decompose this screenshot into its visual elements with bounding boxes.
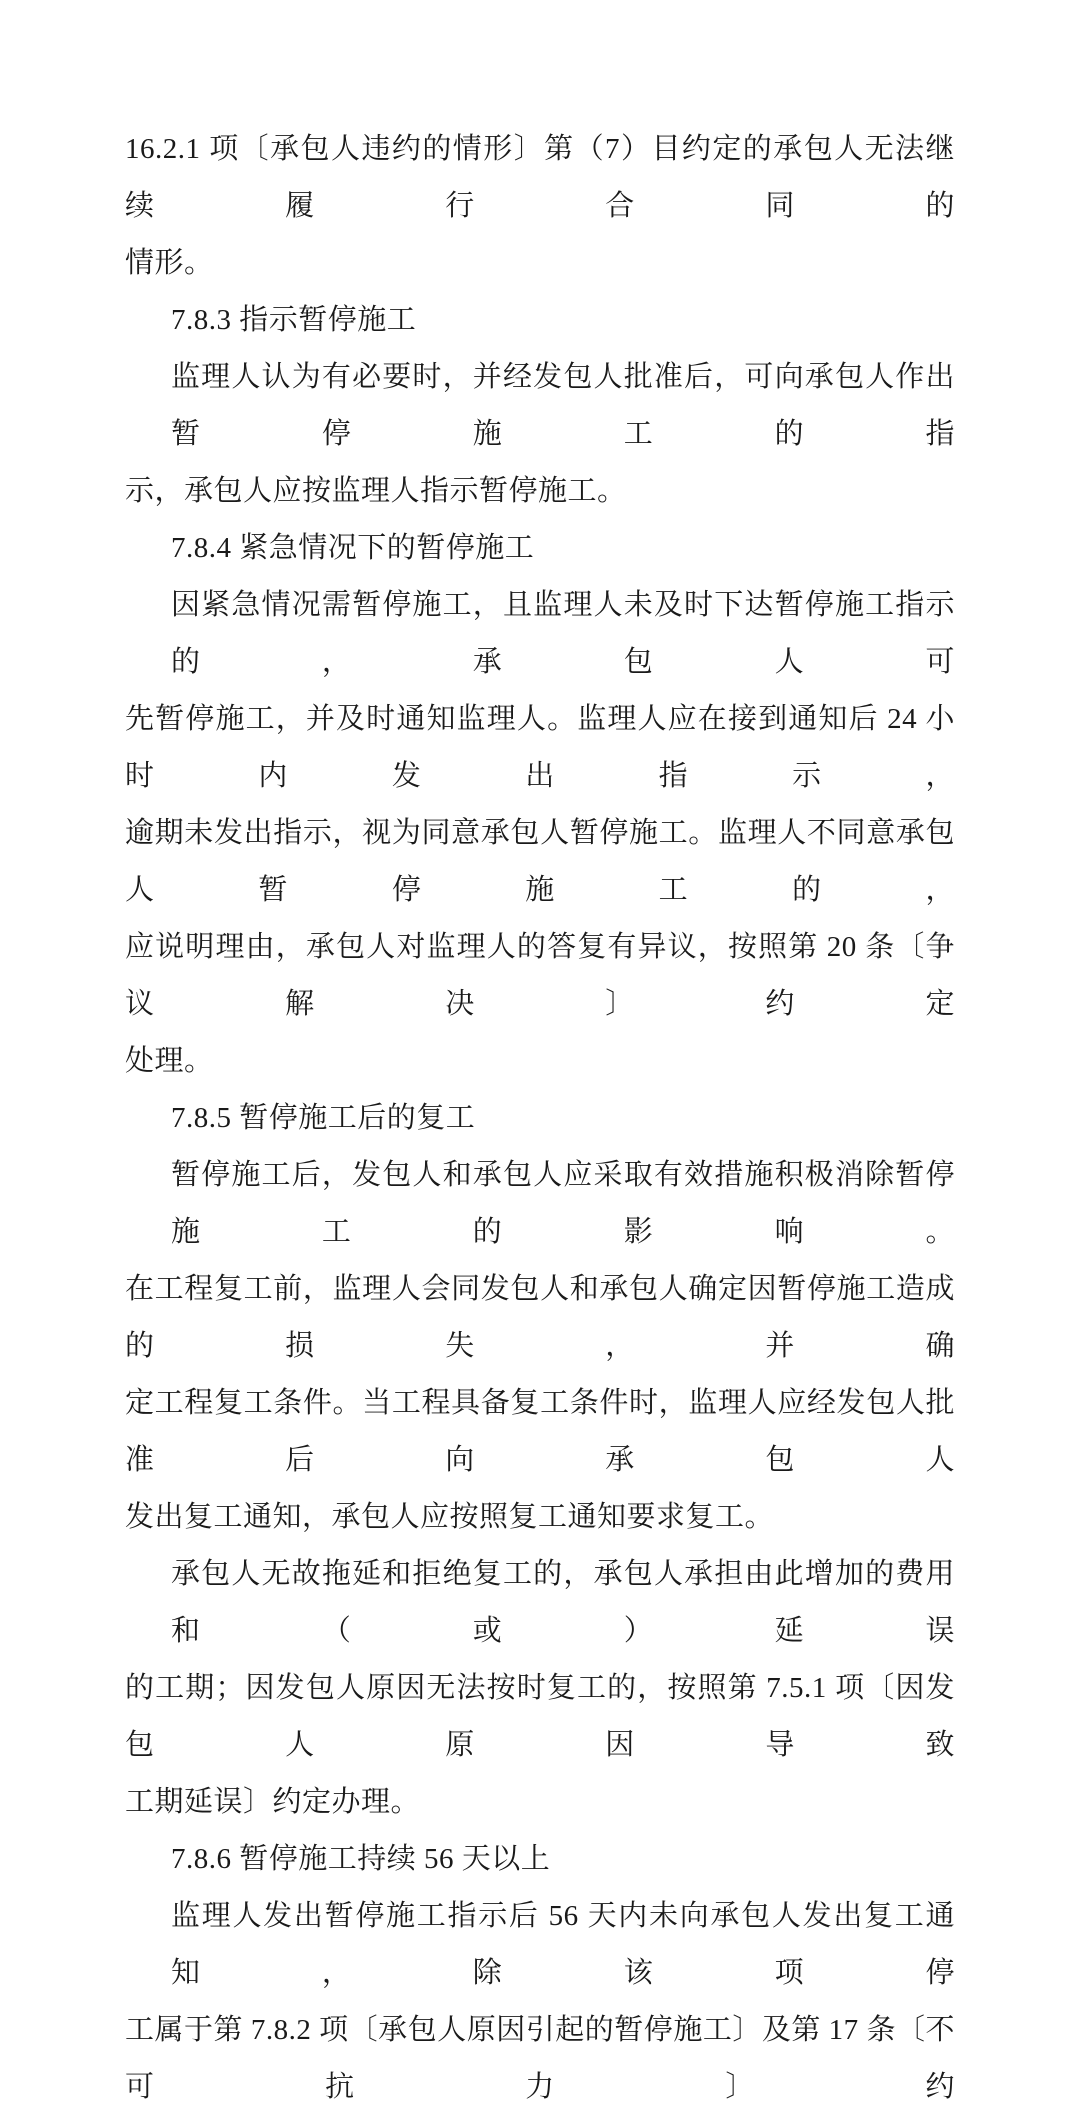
document-text	[125, 121, 955, 2116]
section-heading-783: 7.8.3 指示暂停施工	[171, 304, 417, 336]
text-line: 情形。	[125, 247, 214, 279]
text-line: 工期延误〕约定办理。	[125, 1786, 421, 1818]
text-line: 的工期；因发包人原因无法按时复工的，按照第 7.5.1 项〔因发包人原因导致	[125, 1672, 955, 1761]
section-heading-785: 7.8.5 暂停施工后的复工	[171, 1102, 476, 1134]
text-line: 定工程复工条件。当工程具备复工条件时，监理人应经发包人批准后向承包人	[125, 1387, 955, 1476]
section-heading-786: 7.8.6 暂停施工持续 56 天以上	[171, 1843, 551, 1875]
section-heading-784: 7.8.4 紧急情况下的暂停施工	[171, 532, 535, 564]
text-line: 监理人发出暂停施工指示后 56 天内未向承包人发出复工通知，除该项停	[171, 1900, 955, 1989]
text-line: 监理人认为有必要时，并经发包人批准后，可向承包人作出暂停施工的指	[171, 361, 955, 450]
text-line: 发出复工通知，承包人应按照复工通知要求复工。	[125, 1501, 775, 1533]
text-line: 工属于第 7.8.2 项〔承包人原因引起的暂停施工〕及第 17 条〔不可抗力〕约	[125, 2014, 955, 2103]
text-line: 16.2.1 项〔承包人违约的情形〕第（7）目约定的承包人无法继续履行合同的	[125, 133, 955, 222]
text-line: 因紧急情况需暂停施工，且监理人未及时下达暂停施工指示的，承包人可	[171, 589, 955, 678]
text-line: 应说明理由，承包人对监理人的答复有异议，按照第 20 条〔争议解决〕约定	[125, 931, 955, 1020]
text-line: 先暂停施工，并及时通知监理人。监理人应在接到通知后 24 小时内发出指示，	[125, 703, 955, 792]
text-line: 承包人无故拖延和拒绝复工的，承包人承担由此增加的费用和（或）延误	[171, 1558, 955, 1647]
text-line: 暂停施工后，发包人和承包人应采取有效措施积极消除暂停施工的影响。	[171, 1159, 955, 1248]
text-line: 处理。	[125, 1045, 214, 1077]
text-line: 逾期未发出指示，视为同意承包人暂停施工。监理人不同意承包人暂停施工的，	[125, 817, 955, 906]
text-line: 在工程复工前，监理人会同发包人和承包人确定因暂停施工造成的损失，并确	[125, 1273, 955, 1362]
text-line: 示，承包人应按监理人指示暂停施工。	[125, 475, 627, 507]
